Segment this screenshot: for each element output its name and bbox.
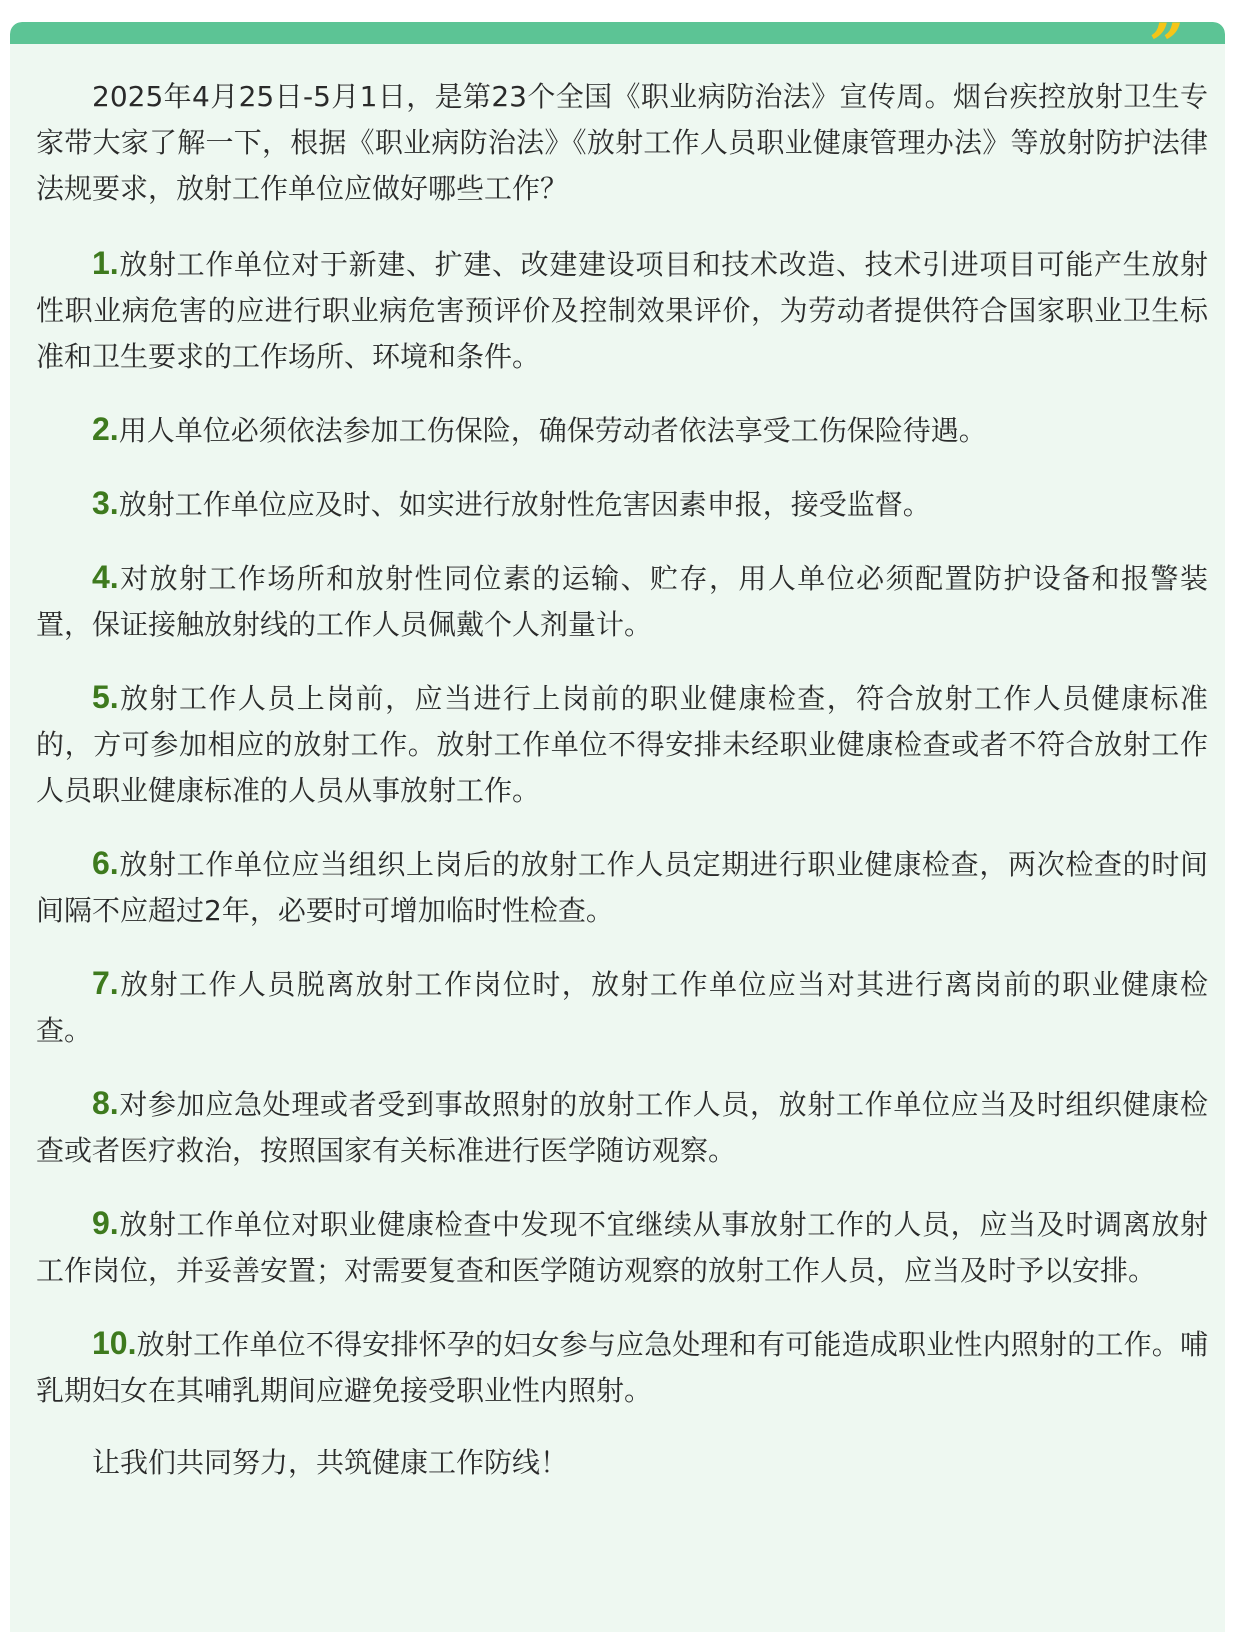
quote-mark-icon: ” [1149, 22, 1177, 79]
item-text: 放射工作单位对职业健康检查中发现不宜继续从事放射工作的人员，应当及时调离放射工作岗位，并妥善安置；对需要复查和医学随访观察的放射工作人员，应当及时予以安排。 [36, 1208, 1208, 1287]
item-text: 放射工作单位应当组织上岗后的放射工作人员定期进行职业健康检查，两次检查的时间间隔不应超过2年，必要时可增加临时性检查。 [36, 848, 1208, 927]
item-number: 8. [92, 1085, 119, 1121]
list-item-10 [36, 1320, 1208, 1414]
list-item-5 [36, 674, 1208, 814]
item-number: 2. [92, 411, 119, 447]
item-number: 5. [92, 679, 119, 715]
item-text: 放射工作人员脱离放射工作岗位时，放射工作单位应当对其进行离岗前的职业健康检查。 [36, 968, 1208, 1047]
article-card [10, 22, 1225, 1632]
item-text: 对参加应急处理或者受到事故照射的放射工作人员，放射工作单位应当及时组织健康检查或者医疗救治，按照国家有关标准进行医学随访观察。 [36, 1088, 1208, 1167]
list-item-2 [36, 406, 1208, 454]
list-item-1 [36, 240, 1208, 380]
list-item-3 [36, 480, 1208, 528]
item-number: 7. [92, 965, 119, 1001]
item-text: 放射工作单位应及时、如实进行放射性危害因素申报，接受监督。 [118, 488, 931, 521]
intro-paragraph: 2025年4月25日-5月1日，是第23个全国《职业病防治法》宣传周。烟台疾控放射卫生专家带大家了解一下，根据《职业病防治法》《放射工作人员职业健康管理办法》等放射防护法律法规要求，放射工作单位应做好哪些工作？ [36, 80, 1208, 205]
item-number: 4. [92, 559, 119, 595]
item-text: 用人单位必须依法参加工伤保险，确保劳动者依法享受工伤保险待遇。 [118, 414, 987, 447]
item-number: 1. [92, 245, 119, 281]
list-item-9 [36, 1200, 1208, 1294]
card-top-bar [10, 22, 1225, 44]
closing-paragraph: 让我们共同努力，共筑健康工作防线！ [92, 1446, 569, 1479]
list-item-4 [36, 554, 1208, 648]
item-number: 9. [92, 1205, 119, 1241]
item-text: 放射工作单位不得安排怀孕的妇女参与应急处理和有可能造成职业性内照射的工作。哺乳期妇女在其哺乳期间应避免接受职业性内照射。 [36, 1328, 1208, 1407]
list-item-6 [36, 840, 1208, 934]
item-text: 放射工作人员上岗前，应当进行上岗前的职业健康检查，符合放射工作人员健康标准的，方可参加相应的放射工作。放射工作单位不得安排未经职业健康检查或者不符合放射工作人员职业健康标准的人员从事放射工作。 [36, 682, 1208, 807]
article-body [36, 74, 1208, 1512]
item-number: 6. [92, 845, 119, 881]
list-item-8 [36, 1080, 1208, 1174]
item-number: 10. [92, 1325, 137, 1361]
item-text: 放射工作单位对于新建、扩建、改建建设项目和技术改造、技术引进项目可能产生放射性职业病危害的应进行职业病危害预评价及控制效果评价，为劳动者提供符合国家职业卫生标准和卫生要求的工作场所、环境和条件。 [36, 248, 1208, 373]
list-item-7 [36, 960, 1208, 1054]
item-text: 对放射工作场所和放射性同位素的运输、贮存，用人单位必须配置防护设备和报警装置，保证接触放射线的工作人员佩戴个人剂量计。 [36, 562, 1208, 641]
item-number: 3. [92, 485, 119, 521]
